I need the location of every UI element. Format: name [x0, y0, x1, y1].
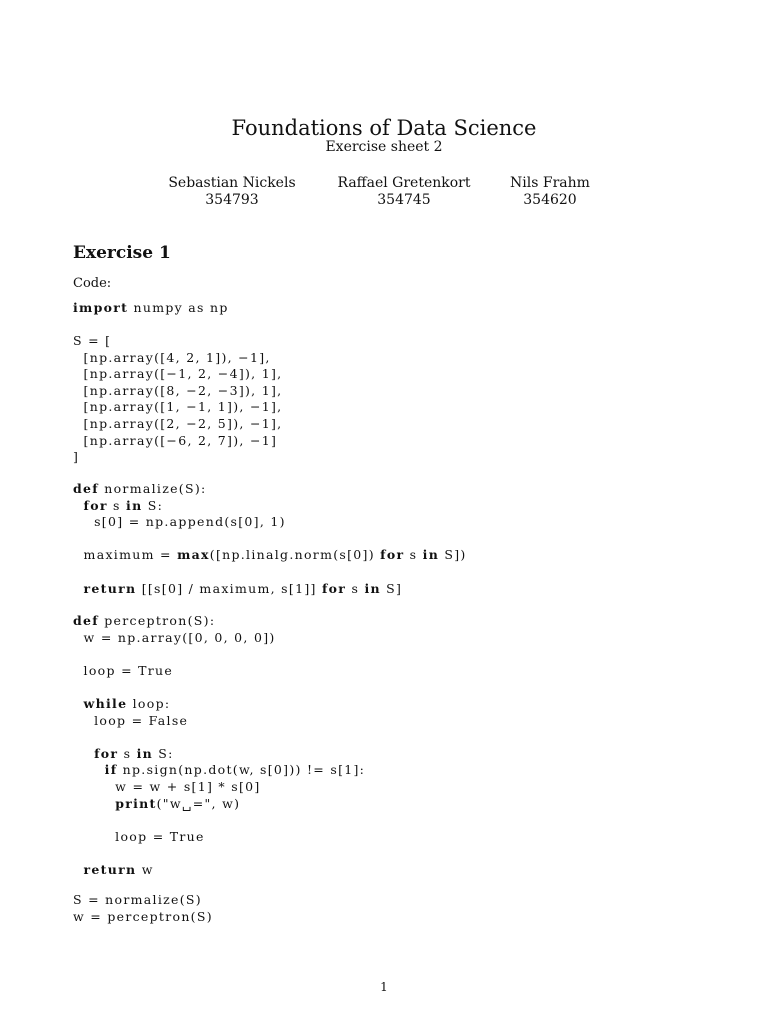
author-name: Nils Frahm	[510, 175, 590, 191]
code-text	[73, 696, 84, 711]
code-line	[73, 547, 467, 564]
code-text: normalize(S):	[98, 481, 207, 496]
code-keyword: def	[73, 613, 99, 628]
code-line	[73, 383, 282, 400]
code-text: ]	[73, 449, 80, 465]
code-line	[73, 300, 229, 317]
code-text: S])	[439, 547, 467, 563]
code-text: ([np.linalg.norm(s[0])	[209, 547, 381, 563]
code-line	[73, 366, 282, 383]
code-text: ("w␣=", w)	[156, 795, 241, 811]
code-text	[73, 762, 105, 777]
code-text: [np.array([1, −1, 1]), −1],	[73, 399, 283, 415]
code-text: [np.array([−6, 2, 7]), −1]	[73, 432, 278, 448]
code-keyword: print	[115, 795, 157, 811]
code-text: maximum =	[73, 547, 178, 563]
document-subtitle: Exercise sheet 2	[325, 139, 443, 155]
code-keyword: for	[83, 497, 108, 513]
code-line	[73, 796, 365, 813]
author-name: Raffael Gretenkort	[337, 175, 471, 191]
code-text: S]	[380, 580, 403, 596]
code-text	[73, 796, 115, 811]
author-id: 354793	[205, 192, 259, 208]
code-line	[73, 696, 365, 713]
code-text: w = np.array([0, 0, 0, 0])	[73, 629, 276, 645]
code-line	[73, 862, 365, 879]
code-keyword: while	[83, 695, 128, 711]
code-line	[73, 829, 365, 846]
code-line	[73, 433, 282, 450]
code-text: s	[107, 497, 127, 513]
author-block	[465, 175, 635, 209]
code-line	[73, 746, 365, 763]
code-text: loop:	[127, 695, 171, 711]
code-block-normalize	[73, 481, 467, 597]
author-id: 354620	[523, 192, 577, 208]
code-text: [np.array([8, −2, −3]), 1],	[73, 382, 283, 398]
code-text: [[s[0] / maximum, s[1]]	[136, 580, 322, 596]
document-title: Foundations of Data Science	[231, 116, 537, 140]
code-text: S:	[142, 497, 164, 513]
code-text: S = [	[73, 333, 112, 348]
code-text	[73, 862, 84, 877]
code-text: numpy as np	[128, 300, 229, 315]
code-line	[73, 892, 213, 909]
code-line	[73, 481, 467, 498]
code-text: [np.array([4, 2, 1]), −1],	[73, 349, 271, 365]
code-line	[73, 630, 365, 647]
code-text	[73, 498, 84, 513]
code-line	[73, 812, 365, 829]
code-keyword: return	[83, 861, 137, 877]
author-block	[319, 175, 489, 209]
code-block-main	[73, 892, 213, 925]
code-line	[73, 498, 467, 515]
code-keyword: max	[177, 547, 210, 563]
code-line	[73, 613, 365, 630]
code-line	[73, 909, 213, 926]
code-text: w = w + s[1] * s[0]	[73, 778, 261, 794]
code-text: perceptron(S):	[98, 613, 216, 628]
code-text: w = perceptron(S)	[73, 908, 213, 924]
code-label: Code:	[73, 276, 112, 291]
code-line	[73, 350, 282, 367]
code-line	[73, 399, 282, 416]
code-text: w	[136, 861, 154, 877]
code-keyword: in	[422, 547, 440, 563]
code-text: loop = True	[73, 828, 205, 844]
code-line	[73, 531, 467, 548]
code-line	[73, 581, 467, 598]
author-block	[147, 175, 317, 209]
author-id: 354745	[377, 192, 431, 208]
code-keyword: in	[364, 580, 381, 596]
code-keyword: if	[104, 762, 118, 778]
code-keyword: for	[94, 745, 119, 761]
code-text: [np.array([−1, 2, −4]), 1],	[73, 366, 283, 382]
code-text: s	[346, 580, 365, 596]
code-keyword: import	[73, 300, 129, 315]
code-text: s	[404, 547, 423, 563]
code-line	[73, 564, 467, 581]
code-line	[73, 333, 282, 350]
code-keyword: for	[380, 547, 405, 563]
code-line	[73, 663, 365, 680]
code-text: S:	[153, 745, 174, 761]
code-line	[73, 845, 365, 862]
code-line	[73, 646, 365, 663]
code-text: s[0] = np.append(s[0], 1)	[73, 514, 286, 530]
code-line	[73, 449, 282, 466]
code-text	[73, 746, 94, 761]
code-keyword: in	[126, 497, 143, 513]
page-number: 1	[380, 980, 388, 994]
exercise-heading: Exercise 1	[73, 243, 171, 263]
code-line	[73, 679, 365, 696]
code-keyword: return	[83, 580, 137, 596]
author-name: Sebastian Nickels	[168, 175, 296, 191]
code-text: loop = False	[73, 712, 189, 728]
code-line	[73, 713, 365, 730]
code-block-perceptron	[73, 613, 365, 879]
code-keyword: for	[321, 580, 347, 596]
code-line	[73, 514, 467, 531]
code-text	[73, 581, 84, 596]
code-text: S = normalize(S)	[73, 892, 202, 907]
code-block-imports	[73, 300, 229, 317]
code-text: np.sign(np.dot(w, s[0])) != s[1]:	[117, 762, 366, 778]
code-line	[73, 729, 365, 746]
code-line	[73, 779, 365, 796]
code-text: s	[118, 745, 137, 761]
code-line	[73, 416, 282, 433]
code-block-dataset	[73, 333, 282, 466]
code-text: loop = True	[73, 662, 174, 678]
code-keyword: in	[136, 745, 153, 761]
code-text: [np.array([2, −2, 5]), −1],	[73, 415, 283, 431]
code-line	[73, 762, 365, 779]
code-keyword: def	[73, 481, 99, 496]
